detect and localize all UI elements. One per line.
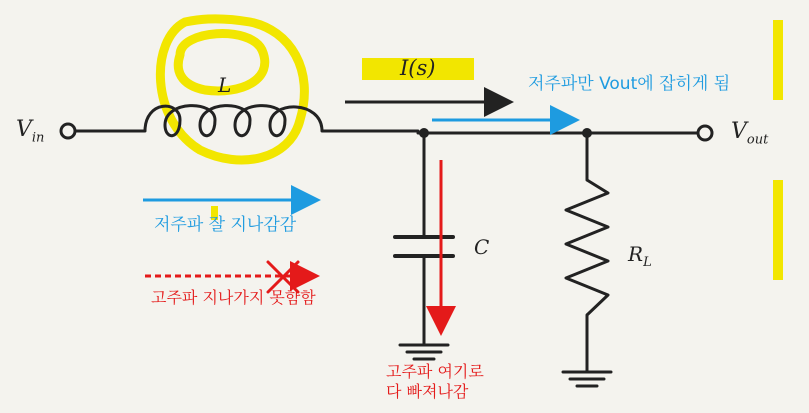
output-voltage-label bbox=[731, 119, 768, 147]
high-freq-blocked-note: 고주파 지나가지 못함함 bbox=[151, 288, 316, 307]
current-label: I(s) bbox=[400, 56, 436, 80]
ground-capacitor bbox=[400, 345, 448, 359]
resistor-symbol: R bbox=[628, 242, 644, 266]
input-voltage-symbol: V bbox=[16, 117, 32, 142]
low-freq-vout-note: 저주파만 Vout에 잡히게 됨 bbox=[528, 74, 731, 94]
output-voltage-subscript: out bbox=[746, 132, 769, 148]
inductor-label: L bbox=[218, 73, 232, 97]
node-resistor bbox=[582, 128, 592, 138]
input-terminal bbox=[61, 124, 75, 138]
input-voltage-subscript: in bbox=[31, 130, 45, 146]
ground-resistor bbox=[563, 372, 611, 386]
resistor-zigzag bbox=[566, 180, 608, 315]
resistor-subscript: L bbox=[643, 255, 652, 270]
output-voltage-symbol: V bbox=[731, 119, 747, 144]
high-freq-drain-line2: 다 빠져나감 bbox=[386, 382, 469, 401]
high-freq-drain-line1: 고주파 여기로 bbox=[386, 362, 484, 381]
inductor-highlight bbox=[160, 19, 304, 160]
wires bbox=[75, 131, 700, 372]
output-terminal bbox=[698, 126, 712, 140]
input-voltage-label bbox=[16, 117, 44, 145]
capacitor-plates bbox=[395, 237, 453, 256]
high-freq-drain-note bbox=[386, 362, 484, 402]
resistor-label bbox=[628, 242, 652, 270]
capacitor-label: C bbox=[474, 235, 490, 259]
low-freq-pass-note: 저주파 잘 지나감감 bbox=[154, 215, 297, 235]
node-capacitor bbox=[419, 128, 429, 138]
right-edge-highlight bbox=[773, 20, 783, 280]
